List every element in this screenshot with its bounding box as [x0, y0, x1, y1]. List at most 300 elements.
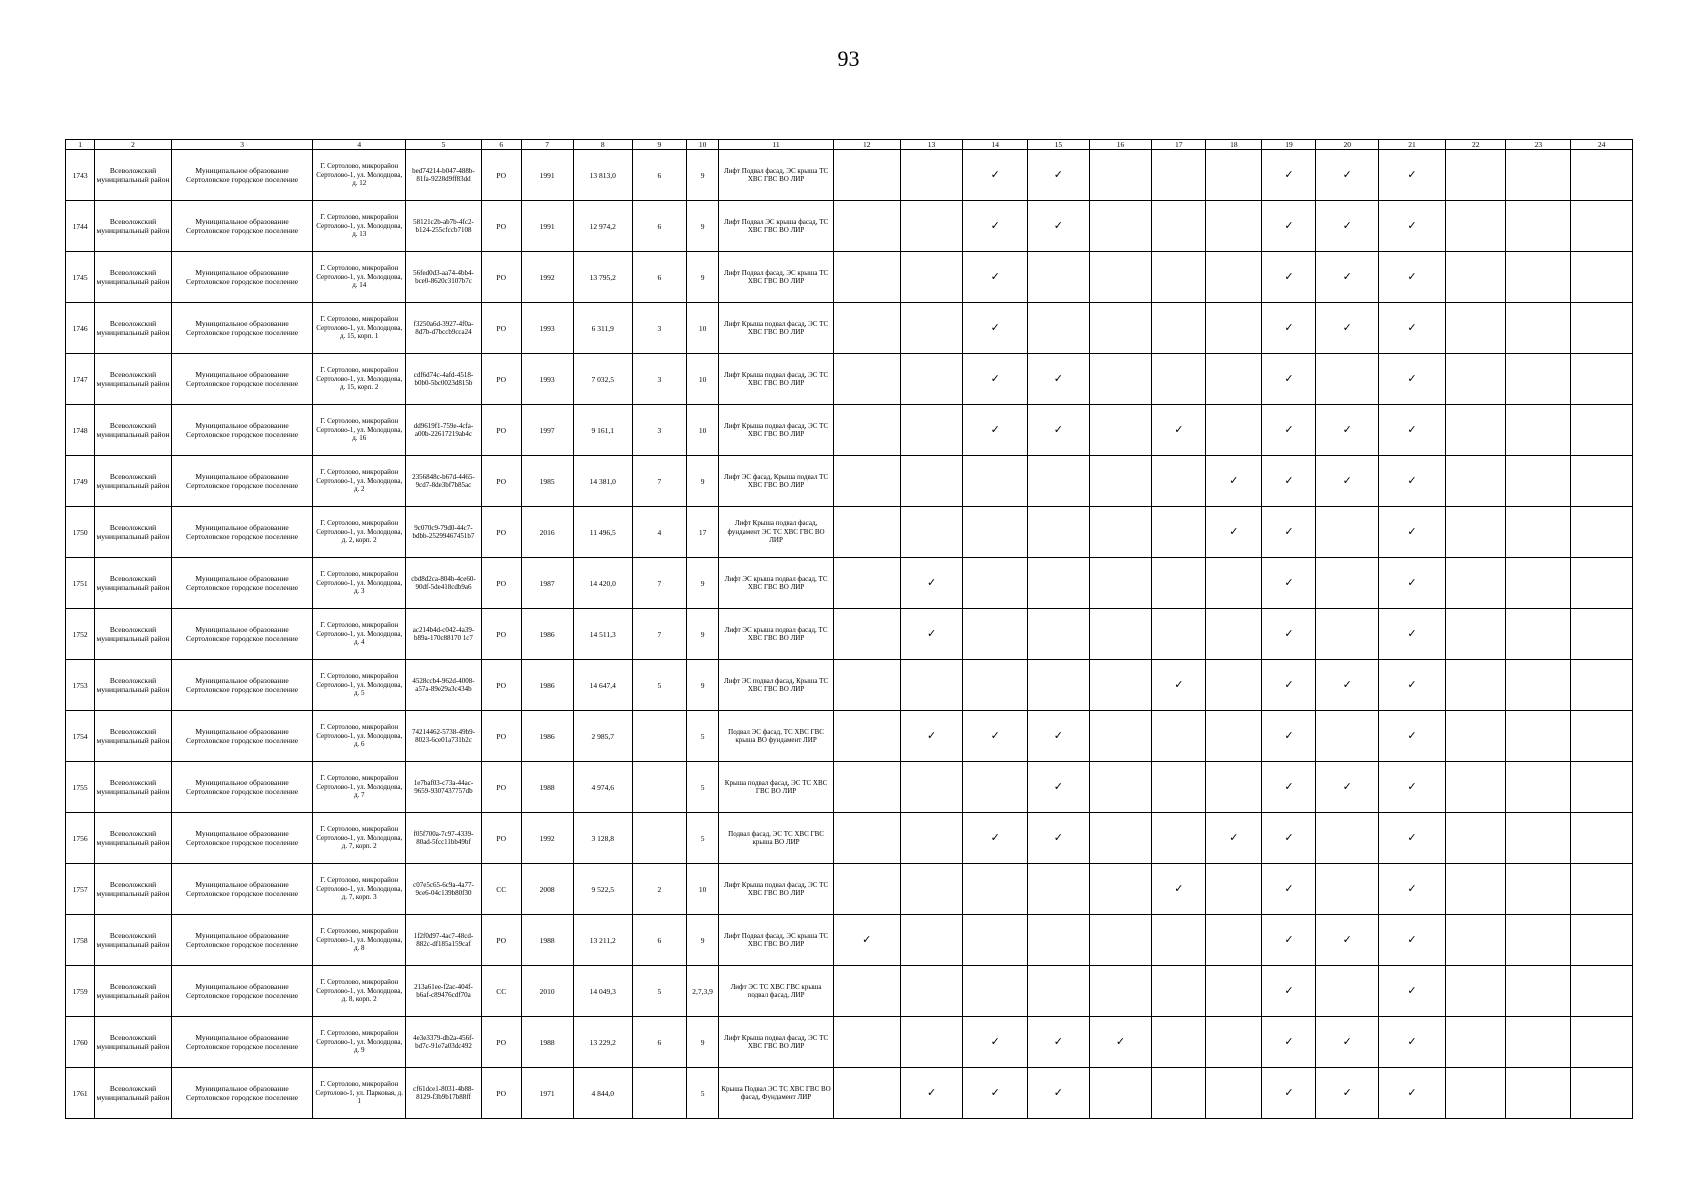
row-number: 1744	[66, 201, 95, 252]
check-cell-col-14	[963, 966, 1028, 1017]
check-mark-icon: ✓	[990, 372, 1000, 385]
check-cell-col-19	[1262, 507, 1316, 558]
entrances-cell: 5	[632, 660, 686, 711]
row-number: 1749	[66, 456, 95, 507]
table-row	[66, 864, 1633, 915]
check-cell-col-20	[1316, 456, 1379, 507]
works-cell: Лифт Крыша подвал фасад, ЭС ТС ХВС ГВС ВО ЛИР	[719, 1017, 833, 1068]
check-mark-icon: ✓	[1284, 780, 1294, 793]
check-mark-icon: ✓	[1407, 933, 1417, 946]
row-number: 1757	[66, 864, 95, 915]
ownership-form-cell: СС	[481, 966, 521, 1017]
check-mark-icon: ✓	[1284, 321, 1294, 334]
district-cell: Всеволожский муниципальный район	[95, 201, 172, 252]
municipality-cell: Муниципальное образование Сертоловское городское поселение	[171, 405, 312, 456]
check-cell-col-19	[1262, 252, 1316, 303]
year-cell: 2010	[521, 966, 573, 1017]
check-cell-col-13	[900, 711, 963, 762]
check-cell-col-21	[1379, 1017, 1446, 1068]
check-cell-col-18	[1206, 456, 1262, 507]
check-cell-col-19	[1262, 813, 1316, 864]
floors-cell: 9	[686, 150, 718, 201]
register-table	[65, 139, 1633, 1119]
check-cell-col-17	[1152, 558, 1206, 609]
address-cell: Г. Сертолово, микрорайон Сертолово-1, ул. Молодцова, д. 13	[313, 201, 406, 252]
area-cell: 12 974,2	[573, 201, 632, 252]
area-cell: 4 844,0	[573, 1068, 632, 1119]
check-cell-col-21	[1379, 252, 1446, 303]
check-cell-col-20	[1316, 813, 1379, 864]
table-row	[66, 303, 1633, 354]
check-cell-col-22	[1446, 558, 1506, 609]
municipality-cell: Муниципальное образование Сертоловское городское поселение	[171, 354, 312, 405]
check-cell-col-20	[1316, 405, 1379, 456]
check-cell-col-14	[963, 915, 1028, 966]
district-cell: Всеволожский муниципальный район	[95, 762, 172, 813]
column-header-1: 1	[66, 140, 95, 150]
check-mark-icon: ✓	[1342, 678, 1352, 691]
check-cell-col-18	[1206, 864, 1262, 915]
check-cell-col-24	[1571, 150, 1633, 201]
works-cell: Лифт Подвал ЭС крыша фасад, ТС ХВС ГВС ВО ЛИР	[719, 201, 833, 252]
table-row	[66, 201, 1633, 252]
ownership-form-cell: РО	[481, 660, 521, 711]
check-cell-col-17	[1152, 303, 1206, 354]
check-cell-col-16	[1089, 660, 1152, 711]
check-mark-icon: ✓	[1407, 168, 1417, 181]
check-cell-col-20	[1316, 507, 1379, 558]
check-cell-col-17	[1152, 609, 1206, 660]
check-cell-col-22	[1446, 405, 1506, 456]
municipality-cell: Муниципальное образование Сертоловское городское поселение	[171, 813, 312, 864]
check-cell-col-18	[1206, 252, 1262, 303]
check-cell-col-20	[1316, 558, 1379, 609]
column-header-20: 20	[1316, 140, 1379, 150]
check-cell-col-13	[900, 762, 963, 813]
check-mark-icon: ✓	[1342, 474, 1352, 487]
guid-cell: 1e7baf03-c73a-44ac-9659-9307437757db	[406, 762, 482, 813]
check-cell-col-12	[833, 915, 900, 966]
table-row	[66, 660, 1633, 711]
check-cell-col-20	[1316, 201, 1379, 252]
row-number: 1751	[66, 558, 95, 609]
address-cell: Г. Сертолово, микрорайон Сертолово-1, ул. Молодцова, д. 7, корп. 3	[313, 864, 406, 915]
check-mark-icon: ✓	[1407, 576, 1417, 589]
check-cell-col-12	[833, 405, 900, 456]
check-cell-col-13	[900, 201, 963, 252]
check-mark-icon: ✓	[1342, 1035, 1352, 1048]
check-cell-col-14	[963, 252, 1028, 303]
entrances-cell: 6	[632, 201, 686, 252]
check-cell-col-20	[1316, 915, 1379, 966]
check-cell-col-19	[1262, 609, 1316, 660]
check-cell-col-19	[1262, 1017, 1316, 1068]
guid-cell: 1f2f0d97-4ac7-48cd-882c-df185a159caf	[406, 915, 482, 966]
check-cell-col-12	[833, 507, 900, 558]
check-mark-icon: ✓	[1174, 423, 1184, 436]
works-cell: Крыша подвал фасад, ЭС ТС ХВС ГВС ВО ЛИР	[719, 762, 833, 813]
check-mark-icon: ✓	[1342, 168, 1352, 181]
row-number: 1748	[66, 405, 95, 456]
check-cell-col-14	[963, 201, 1028, 252]
check-cell-col-22	[1446, 813, 1506, 864]
row-number: 1753	[66, 660, 95, 711]
check-cell-col-16	[1089, 711, 1152, 762]
check-cell-col-21	[1379, 864, 1446, 915]
municipality-cell: Муниципальное образование Сертоловское городское поселение	[171, 558, 312, 609]
check-cell-col-17	[1152, 150, 1206, 201]
check-cell-col-13	[900, 252, 963, 303]
check-cell-col-22	[1446, 303, 1506, 354]
check-cell-col-15	[1028, 1017, 1090, 1068]
floors-cell: 5	[686, 711, 718, 762]
check-mark-icon: ✓	[1115, 1035, 1126, 1048]
check-mark-icon: ✓	[1284, 423, 1294, 436]
check-mark-icon: ✓	[1284, 525, 1294, 538]
column-header-23: 23	[1506, 140, 1571, 150]
check-cell-col-13	[900, 558, 963, 609]
check-cell-col-15	[1028, 711, 1090, 762]
check-cell-col-16	[1089, 609, 1152, 660]
check-cell-col-15	[1028, 660, 1090, 711]
check-cell-col-23	[1506, 252, 1571, 303]
check-cell-col-13	[900, 303, 963, 354]
row-number: 1756	[66, 813, 95, 864]
check-mark-icon: ✓	[1284, 882, 1294, 895]
check-cell-col-14	[963, 456, 1028, 507]
check-mark-icon: ✓	[1407, 780, 1417, 793]
check-cell-col-18	[1206, 966, 1262, 1017]
check-cell-col-12	[833, 660, 900, 711]
check-mark-icon: ✓	[1053, 219, 1064, 232]
area-cell: 13 795,2	[573, 252, 632, 303]
check-mark-icon: ✓	[1407, 1086, 1417, 1099]
check-cell-col-14	[963, 150, 1028, 201]
check-mark-icon: ✓	[1284, 933, 1294, 946]
check-mark-icon: ✓	[1407, 474, 1417, 487]
district-cell: Всеволожский муниципальный район	[95, 864, 172, 915]
check-cell-col-14	[963, 354, 1028, 405]
check-cell-col-15	[1028, 813, 1090, 864]
guid-cell: 213a61ee-f2ac-404f-b6af-c89476cdf70a	[406, 966, 482, 1017]
works-cell: Лифт Крыша подвал фасад, ЭС ТС ХВС ГВС ВО ЛИР	[719, 864, 833, 915]
table-row	[66, 1017, 1633, 1068]
check-cell-col-22	[1446, 915, 1506, 966]
check-mark-icon: ✓	[990, 729, 1000, 742]
district-cell: Всеволожский муниципальный район	[95, 558, 172, 609]
check-cell-col-22	[1446, 507, 1506, 558]
address-cell: Г. Сертолово, микрорайон Сертолово-1, ул. Молодцова, д. 12	[313, 150, 406, 201]
ownership-form-cell: СС	[481, 864, 521, 915]
check-cell-col-15	[1028, 456, 1090, 507]
check-cell-col-21	[1379, 201, 1446, 252]
check-cell-col-12	[833, 303, 900, 354]
year-cell: 1993	[521, 354, 573, 405]
check-cell-col-15	[1028, 354, 1090, 405]
column-header-17: 17	[1152, 140, 1206, 150]
check-mark-icon: ✓	[1284, 729, 1294, 742]
check-cell-col-14	[963, 609, 1028, 660]
row-number: 1754	[66, 711, 95, 762]
check-mark-icon: ✓	[1407, 678, 1417, 691]
district-cell: Всеволожский муниципальный район	[95, 813, 172, 864]
check-cell-col-16	[1089, 150, 1152, 201]
check-mark-icon: ✓	[990, 219, 1000, 232]
column-header-4: 4	[313, 140, 406, 150]
check-cell-col-13	[900, 1068, 963, 1119]
check-mark-icon: ✓	[1284, 627, 1294, 640]
year-cell: 1986	[521, 660, 573, 711]
check-cell-col-14	[963, 303, 1028, 354]
area-cell: 13 211,2	[573, 915, 632, 966]
check-cell-col-14	[963, 558, 1028, 609]
municipality-cell: Муниципальное образование Сертоловское городское поселение	[171, 303, 312, 354]
works-cell: Крыша Подвал ЭС ТС ХВС ГВС ВО фасад, Фундамент ЛИР	[719, 1068, 833, 1119]
ownership-form-cell: РО	[481, 558, 521, 609]
works-cell: Лифт Подвал фасад, ЭС крыша ТС ХВС ГВС ВО ЛИР	[719, 915, 833, 966]
guid-cell: f3250a6d-3927-4f0a-8d7b-d7bccb9cca24	[406, 303, 482, 354]
check-mark-icon: ✓	[1284, 372, 1294, 385]
check-cell-col-18	[1206, 201, 1262, 252]
guid-cell: bed74214-b047-488b-81fa-9228d9ff83dd	[406, 150, 482, 201]
check-cell-col-16	[1089, 813, 1152, 864]
check-mark-icon: ✓	[1284, 219, 1294, 232]
municipality-cell: Муниципальное образование Сертоловское городское поселение	[171, 966, 312, 1017]
check-cell-col-20	[1316, 303, 1379, 354]
floors-cell: 9	[686, 660, 718, 711]
municipality-cell: Муниципальное образование Сертоловское городское поселение	[171, 456, 312, 507]
area-cell: 6 311,9	[573, 303, 632, 354]
check-cell-col-13	[900, 660, 963, 711]
ownership-form-cell: РО	[481, 303, 521, 354]
check-cell-col-16	[1089, 1017, 1152, 1068]
row-number: 1747	[66, 354, 95, 405]
row-number: 1759	[66, 966, 95, 1017]
check-mark-icon: ✓	[1229, 525, 1239, 538]
check-cell-col-19	[1262, 354, 1316, 405]
check-cell-col-24	[1571, 915, 1633, 966]
check-cell-col-20	[1316, 1068, 1379, 1119]
table-row	[66, 354, 1633, 405]
ownership-form-cell: РО	[481, 150, 521, 201]
address-cell: Г. Сертолово, микрорайон Сертолово-1, ул. Молодцова, д. 2	[313, 456, 406, 507]
works-cell: Лифт Крыша подвал фасад, ЭС ТС ХВС ГВС ВО ЛИР	[719, 303, 833, 354]
check-cell-col-13	[900, 456, 963, 507]
check-cell-col-12	[833, 354, 900, 405]
check-cell-col-16	[1089, 762, 1152, 813]
check-cell-col-18	[1206, 660, 1262, 711]
check-cell-col-13	[900, 813, 963, 864]
check-cell-col-19	[1262, 405, 1316, 456]
check-cell-col-21	[1379, 507, 1446, 558]
guid-cell: 9c070c9-79d0-44c7-bdbb-25299467451b7	[406, 507, 482, 558]
check-cell-col-21	[1379, 660, 1446, 711]
year-cell: 1971	[521, 1068, 573, 1119]
check-cell-col-22	[1446, 609, 1506, 660]
check-cell-col-17	[1152, 252, 1206, 303]
municipality-cell: Муниципальное образование Сертоловское городское поселение	[171, 711, 312, 762]
municipality-cell: Муниципальное образование Сертоловское городское поселение	[171, 660, 312, 711]
header-row	[66, 140, 1633, 150]
floors-cell: 9	[686, 609, 718, 660]
check-cell-col-22	[1446, 201, 1506, 252]
entrances-cell: 6	[632, 1017, 686, 1068]
check-cell-col-16	[1089, 915, 1152, 966]
check-cell-col-24	[1571, 252, 1633, 303]
check-cell-col-24	[1571, 813, 1633, 864]
address-cell: Г. Сертолово, микрорайон Сертолово-1, ул. Молодцова, д. 3	[313, 558, 406, 609]
works-cell: Подвал фасад, ЭС ТС ХВС ГВС крыша ВО ЛИР	[719, 813, 833, 864]
column-header-21: 21	[1379, 140, 1446, 150]
area-cell: 13 229,2	[573, 1017, 632, 1068]
check-cell-col-19	[1262, 915, 1316, 966]
floors-cell: 9	[686, 558, 718, 609]
ownership-form-cell: РО	[481, 762, 521, 813]
entrances-cell: 2	[632, 864, 686, 915]
check-cell-col-12	[833, 558, 900, 609]
check-cell-col-19	[1262, 201, 1316, 252]
check-mark-icon: ✓	[1407, 525, 1417, 538]
check-cell-col-16	[1089, 201, 1152, 252]
table-row	[66, 252, 1633, 303]
check-mark-icon: ✓	[1342, 780, 1352, 793]
check-mark-icon: ✓	[1053, 1086, 1064, 1099]
check-cell-col-17	[1152, 660, 1206, 711]
municipality-cell: Муниципальное образование Сертоловское городское поселение	[171, 864, 312, 915]
check-cell-col-19	[1262, 966, 1316, 1017]
works-cell: Лифт Подвал фасад, ЭС крыша ТС ХВС ГВС ВО ЛИР	[719, 252, 833, 303]
district-cell: Всеволожский муниципальный район	[95, 1068, 172, 1119]
address-cell: Г. Сертолово, микрорайон Сертолово-1, ул. Молодцова, д. 7	[313, 762, 406, 813]
floors-cell: 9	[686, 252, 718, 303]
check-cell-col-15	[1028, 609, 1090, 660]
check-cell-col-22	[1446, 966, 1506, 1017]
column-header-22: 22	[1446, 140, 1506, 150]
check-cell-col-24	[1571, 303, 1633, 354]
check-cell-col-18	[1206, 507, 1262, 558]
entrances-cell: 3	[632, 405, 686, 456]
address-cell: Г. Сертолово, микрорайон Сертолово-1, ул. Молодцова, д. 4	[313, 609, 406, 660]
check-mark-icon: ✓	[990, 1035, 1000, 1048]
guid-cell: cf61dce1-8031-4b88-8129-f3b9b17b88ff	[406, 1068, 482, 1119]
check-cell-col-19	[1262, 150, 1316, 201]
guid-cell: ac214b4d-c042-4a39-b89a-170c88170 1c7	[406, 609, 482, 660]
check-cell-col-23	[1506, 201, 1571, 252]
floors-cell: 5	[686, 1068, 718, 1119]
area-cell: 14 647,4	[573, 660, 632, 711]
floors-cell: 10	[686, 864, 718, 915]
municipality-cell: Муниципальное образование Сертоловское городское поселение	[171, 201, 312, 252]
address-cell: Г. Сертолово, микрорайон Сертолово-1, ул. Молодцова, д. 8	[313, 915, 406, 966]
column-header-8: 8	[573, 140, 632, 150]
address-cell: Г. Сертолово, микрорайон Сертолово-1, ул. Молодцова, д. 5	[313, 660, 406, 711]
check-cell-col-17	[1152, 711, 1206, 762]
check-mark-icon: ✓	[1407, 984, 1417, 997]
check-mark-icon: ✓	[1407, 1035, 1417, 1048]
check-cell-col-17	[1152, 507, 1206, 558]
check-cell-col-16	[1089, 966, 1152, 1017]
check-cell-col-20	[1316, 150, 1379, 201]
check-cell-col-23	[1506, 1068, 1571, 1119]
ownership-form-cell: РО	[481, 1017, 521, 1068]
check-cell-col-19	[1262, 456, 1316, 507]
check-cell-col-22	[1446, 456, 1506, 507]
check-cell-col-23	[1506, 609, 1571, 660]
check-cell-col-14	[963, 405, 1028, 456]
check-cell-col-20	[1316, 711, 1379, 762]
check-cell-col-14	[963, 711, 1028, 762]
check-cell-col-15	[1028, 303, 1090, 354]
check-cell-col-12	[833, 201, 900, 252]
table-row	[66, 813, 1633, 864]
check-cell-col-13	[900, 1017, 963, 1068]
table-row	[66, 915, 1633, 966]
ownership-form-cell: РО	[481, 711, 521, 762]
guid-cell: dd9619f1-759e-4cfa-a00b-22617219ab4c	[406, 405, 482, 456]
check-cell-col-16	[1089, 354, 1152, 405]
check-cell-col-19	[1262, 558, 1316, 609]
check-cell-col-12	[833, 966, 900, 1017]
works-cell: Лифт Крыша подвал фасад, фундамент ЭС ТС ХВС ГВС ВО ЛИР	[719, 507, 833, 558]
check-cell-col-17	[1152, 762, 1206, 813]
check-cell-col-12	[833, 1017, 900, 1068]
check-cell-col-16	[1089, 864, 1152, 915]
column-header-24: 24	[1571, 140, 1633, 150]
row-number: 1752	[66, 609, 95, 660]
table-row	[66, 711, 1633, 762]
check-cell-col-24	[1571, 1017, 1633, 1068]
column-header-5: 5	[406, 140, 482, 150]
year-cell: 1991	[521, 150, 573, 201]
check-cell-col-12	[833, 762, 900, 813]
check-cell-col-17	[1152, 915, 1206, 966]
district-cell: Всеволожский муниципальный район	[95, 660, 172, 711]
check-mark-icon: ✓	[1053, 729, 1064, 742]
entrances-cell	[632, 813, 686, 864]
floors-cell: 5	[686, 813, 718, 864]
address-cell: Г. Сертолово, микрорайон Сертолово-1, ул. Парковая, д. 1	[313, 1068, 406, 1119]
check-cell-col-18	[1206, 711, 1262, 762]
district-cell: Всеволожский муниципальный район	[95, 150, 172, 201]
check-mark-icon: ✓	[926, 729, 937, 742]
row-number: 1758	[66, 915, 95, 966]
table-row	[66, 1068, 1633, 1119]
address-cell: Г. Сертолово, микрорайон Сертолово-1, ул. Молодцова, д. 15, корп. 2	[313, 354, 406, 405]
check-cell-col-13	[900, 609, 963, 660]
check-cell-col-14	[963, 1017, 1028, 1068]
year-cell: 1986	[521, 711, 573, 762]
check-cell-col-23	[1506, 864, 1571, 915]
check-cell-col-16	[1089, 1068, 1152, 1119]
municipality-cell: Муниципальное образование Сертоловское городское поселение	[171, 1068, 312, 1119]
check-cell-col-15	[1028, 915, 1090, 966]
column-header-12: 12	[833, 140, 900, 150]
year-cell: 1992	[521, 813, 573, 864]
check-cell-col-15	[1028, 405, 1090, 456]
check-cell-col-13	[900, 864, 963, 915]
district-cell: Всеволожский муниципальный район	[95, 966, 172, 1017]
district-cell: Всеволожский муниципальный район	[95, 711, 172, 762]
year-cell: 1992	[521, 252, 573, 303]
check-mark-icon: ✓	[990, 1086, 1000, 1099]
column-header-18: 18	[1206, 140, 1262, 150]
check-cell-col-23	[1506, 660, 1571, 711]
works-cell: Лифт ЭС фасад, Крыша подвал ТС ХВС ГВС ВО ЛИР	[719, 456, 833, 507]
check-cell-col-15	[1028, 150, 1090, 201]
check-cell-col-23	[1506, 711, 1571, 762]
check-cell-col-19	[1262, 762, 1316, 813]
check-cell-col-17	[1152, 1068, 1206, 1119]
